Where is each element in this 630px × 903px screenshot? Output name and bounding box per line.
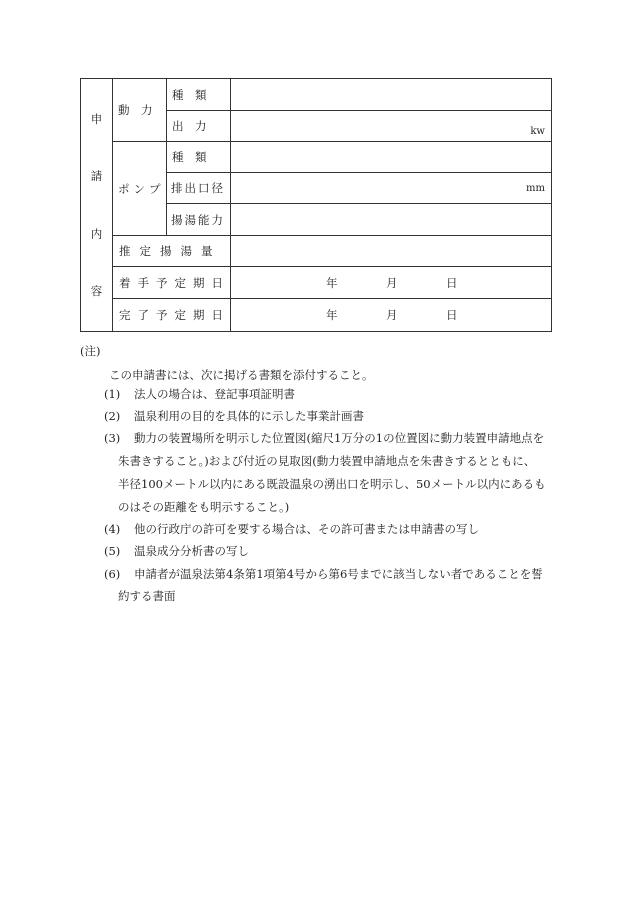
notes-heading: (注) bbox=[80, 344, 101, 358]
estimated-label: 推定揚湯量 bbox=[119, 244, 222, 258]
item-number: (4) bbox=[104, 522, 121, 536]
item-text: 法人の場合は、登記事項証明書 bbox=[134, 387, 295, 401]
application-content-table bbox=[80, 78, 552, 332]
power-output-unit: kw bbox=[530, 125, 545, 137]
item-text-continued: のはその距離をも明示すること。) bbox=[118, 500, 290, 514]
section-label-char: 内 bbox=[90, 226, 103, 241]
power-label: 動 力 bbox=[118, 103, 153, 117]
start-year-label: 年 bbox=[326, 275, 338, 290]
section-label-char: 申 bbox=[90, 111, 103, 126]
item-text: 温泉成分分析書の写し bbox=[134, 544, 249, 558]
estimated-value[interactable] bbox=[231, 236, 552, 267]
item-text: 温泉利用の目的を具体的に示した事業計画書 bbox=[134, 409, 364, 423]
end-day-label: 日 bbox=[446, 308, 458, 322]
pump-diameter-value[interactable] bbox=[231, 173, 552, 204]
item-number: (3) bbox=[104, 431, 121, 445]
power-type-label-cell bbox=[167, 79, 231, 111]
item-text: 他の行政庁の許可を要する場合は、その許可書または申請書の写し bbox=[134, 522, 479, 536]
item-text: 動力の装置場所を明示した位置図(縮尺1万分の1の位置図に動力装置申請地点を bbox=[134, 431, 545, 445]
start-label: 着手予定期日 bbox=[119, 275, 230, 290]
item-text-continued: 約する書面 bbox=[118, 589, 176, 603]
list-item bbox=[104, 540, 249, 562]
item-number: (5) bbox=[104, 544, 121, 558]
list-item bbox=[104, 518, 479, 540]
estimated-label-cell bbox=[113, 236, 231, 267]
list-item bbox=[104, 427, 544, 449]
item-text: 申請者が温泉法第4条第1項第4号から第6号までに該当しない者であることを誓 bbox=[134, 567, 543, 581]
pump-diameter-unit: mm bbox=[526, 182, 545, 194]
start-date-value[interactable] bbox=[231, 267, 552, 299]
item-number: (6) bbox=[104, 567, 121, 581]
start-day-label: 日 bbox=[446, 275, 458, 290]
power-type-label: 種 類 bbox=[172, 87, 207, 102]
end-month-label: 月 bbox=[386, 308, 398, 322]
list-item bbox=[104, 563, 543, 585]
pump-diameter-label: 排出口径 bbox=[171, 181, 225, 195]
end-year-label: 年 bbox=[326, 308, 338, 322]
notes-intro: この申請書には、次に掲げる書類を添付すること。 bbox=[109, 368, 374, 382]
pump-capacity-label-cell bbox=[167, 204, 231, 236]
section-label-char: 容 bbox=[90, 284, 103, 299]
section-label-char: 請 bbox=[90, 169, 103, 184]
pump-type-label-cell bbox=[167, 142, 231, 173]
item-number: (1) bbox=[104, 387, 121, 401]
pump-diameter-label-cell bbox=[167, 173, 231, 204]
power-label-cell bbox=[113, 79, 167, 142]
end-label: 完了予定期日 bbox=[119, 308, 230, 322]
start-label-cell bbox=[113, 267, 231, 299]
power-type-value[interactable] bbox=[231, 79, 552, 111]
pump-label-cell bbox=[113, 142, 167, 236]
power-output-value[interactable] bbox=[231, 111, 552, 142]
start-month-label: 月 bbox=[386, 275, 398, 290]
end-date-value[interactable] bbox=[231, 299, 552, 332]
power-output-label-cell bbox=[167, 111, 231, 142]
pump-type-value[interactable] bbox=[231, 142, 552, 173]
pump-capacity-label: 揚湯能力 bbox=[171, 212, 225, 227]
item-text-continued: 朱書きすること。)および付近の見取図(動力装置申請地点を朱書きするとともに、 bbox=[118, 454, 536, 468]
pump-label: ポンプ bbox=[118, 181, 165, 196]
power-output-label: 出 力 bbox=[172, 119, 207, 133]
pump-capacity-value[interactable] bbox=[231, 204, 552, 236]
pump-type-label: 種 類 bbox=[172, 150, 207, 164]
section-label-cell bbox=[81, 79, 113, 332]
item-text-continued: 半径100メートル以内にある既設温泉の湧出口を明示し、50メートル以内にあるも bbox=[118, 477, 546, 491]
item-number: (2) bbox=[104, 409, 121, 423]
end-label-cell bbox=[113, 299, 231, 332]
list-item bbox=[104, 383, 295, 405]
list-item bbox=[104, 405, 364, 427]
